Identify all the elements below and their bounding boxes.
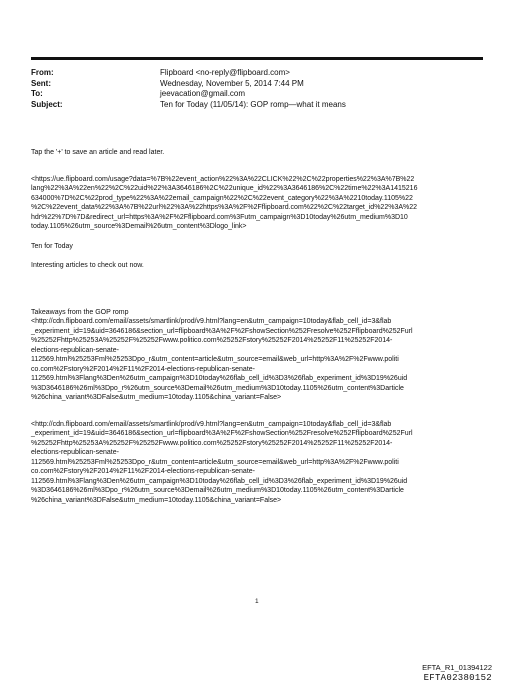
sent-row bbox=[31, 79, 346, 90]
article-link-line: %3D3646186%26ml%3Dpo_r%26utm_source%3Demail%26utm_medium%3D10today.1105%26utm_content%3Darticle bbox=[31, 384, 404, 392]
tracking-url-line: %2C%22event_data%22%3A%7B%22url%22%3A%22https%3A%2F%2Fflipboard.com%22%2C%22target_id%22%3A%22 bbox=[31, 204, 418, 211]
second-link-line: 112569.html%25253Fml%25253Dpo_r&utm_content=article&utm_source=email&web_url=http%3A%2F%2Fwww.politi bbox=[31, 458, 399, 466]
tracking-url-line: lang%22%3A%22en%22%2C%22uid%22%3A3646186%2C%22unique_id%22%3A3646186%2C%22time%22%3A1415216 bbox=[31, 185, 418, 192]
subject-row bbox=[31, 100, 346, 111]
subject-label: Subject: bbox=[31, 99, 63, 109]
second-link-line: 112569.html%3Flang%3Den%26utm_campaign%3D10today%26flab_cell_id%3D3%26flab_experiment_id%3D19%26uid bbox=[31, 477, 408, 485]
article-link-line: 112569.html%3Flang%3Den%26utm_campaign%3D10today%26flab_cell_id%3D3%26flab_experiment_id%3D19%26uid bbox=[31, 375, 408, 382]
ten-for-today-heading: Ten for Today bbox=[31, 242, 73, 250]
article-link-line: 112569.html%25253Fml%25253Dpo_r&utm_content=article&utm_source=email&web_url=http%3A%2F%2Fwww.politi bbox=[31, 356, 399, 363]
sent-label: Sent: bbox=[31, 78, 51, 88]
second-link-line: <http://cdn.flipboard.com/email/assets/smartlink/prod/v9.html?lang=en&utm_campaign=10today&flab_cell_id=3&flab bbox=[31, 420, 392, 428]
header-rule bbox=[31, 57, 483, 60]
tracking-url bbox=[31, 175, 486, 232]
second-link-line: _experiment_id=19&uid=3646186&section_url=flipboard%3A%2F%2FshowSection%252Fresolve%252Fflipboard%252Furl bbox=[31, 430, 413, 437]
article-link-line: %26china_variant%3DFalse&utm_medium=10today.1105&china_variant=False> bbox=[31, 394, 282, 401]
second-link-line: %26china_variant%3DFalse&utm_medium=10today.1105&china_variant=False> bbox=[31, 496, 282, 504]
second-link-line: co.com%2Fstory%2F2014%2F11%2F2014-elections-republican-senate- bbox=[31, 468, 255, 475]
from-label: From: bbox=[31, 68, 54, 77]
second-link-line: elections-republican-senate- bbox=[31, 449, 119, 456]
sent-value: Wednesday, November 5, 2014 7:44 PM bbox=[160, 78, 304, 88]
article-link-line: elections-republican-senate- bbox=[31, 346, 119, 354]
tracking-url-line: hdr%22%7D%7D&redirect_url=https%3A%2F%2Fflipboard.com%3Futm_campaign%3D10today%26utm_medium%3D10 bbox=[31, 213, 408, 221]
email-header bbox=[31, 68, 346, 110]
to-value: jeevacation@gmail.com bbox=[160, 89, 246, 99]
second-link-line: %3D3646186%26ml%3Dpo_r%26utm_source%3Demail%26utm_medium%3D10today.1105%26utm_content%3Darticle bbox=[31, 487, 404, 494]
tracking-url-line: <https://ue.flipboard.com/usage?data=%7B%22event_action%22%3A%22CLICK%22%2C%22properties%22%3A%7B%22 bbox=[31, 175, 415, 183]
article-link-line: %25252Fhttp%25253A%25252F%25252Fwww.politico.com%25252Fstory%25252F2014%25252F11%25252F2014- bbox=[31, 337, 393, 344]
tracking-url-line: 634000%7D%2C%22prod_type%22%3A%22email_campaign%22%2C%22event_category%22%3A%2210today.1105%22 bbox=[31, 194, 413, 202]
second-link-block bbox=[31, 420, 486, 506]
article-link-line: _experiment_id=19&uid=3646186&section_url=flipboard%3A%2F%2FshowSection%252Fresolve%252Fflipboard%252Furl bbox=[31, 327, 413, 335]
email-body bbox=[31, 148, 486, 505]
from-value: Flipboard <no-reply@flipboard.com> bbox=[160, 68, 290, 77]
interesting-articles-text: Interesting articles to check out now. bbox=[31, 262, 144, 269]
subject-value: Ten for Today (11/05/14): GOP romp—what it means bbox=[160, 99, 346, 109]
bates-ref-large: EFTA02380152 bbox=[423, 673, 492, 683]
page-number: 1 bbox=[255, 598, 259, 605]
article-link-line: co.com%2Fstory%2F2014%2F11%2F2014-elections-republican-senate- bbox=[31, 365, 255, 373]
second-link-line: %25252Fhttp%25253A%25252F%25252Fwww.politico.com%25252Fstory%25252F2014%25252F11%25252F2014- bbox=[31, 439, 393, 447]
article-block bbox=[31, 308, 486, 403]
tracking-url-line: today.1105%26utm_source%3Demail%26utm_content%3Dlogo_link> bbox=[31, 223, 247, 230]
to-row bbox=[31, 89, 346, 100]
to-label: To: bbox=[31, 89, 43, 99]
article-title: Takeaways from the GOP romp bbox=[31, 308, 129, 316]
from-row bbox=[31, 68, 346, 79]
bates-ref-small: EFTA_R1_01394122 bbox=[422, 663, 492, 672]
article-link-line: <http://cdn.flipboard.com/email/assets/smartlink/prod/v9.html?lang=en&utm_campaign=10today&flab_cell_id=3&flab bbox=[31, 318, 392, 325]
intro-text: Tap the '+' to save an article and read later. bbox=[31, 149, 165, 156]
